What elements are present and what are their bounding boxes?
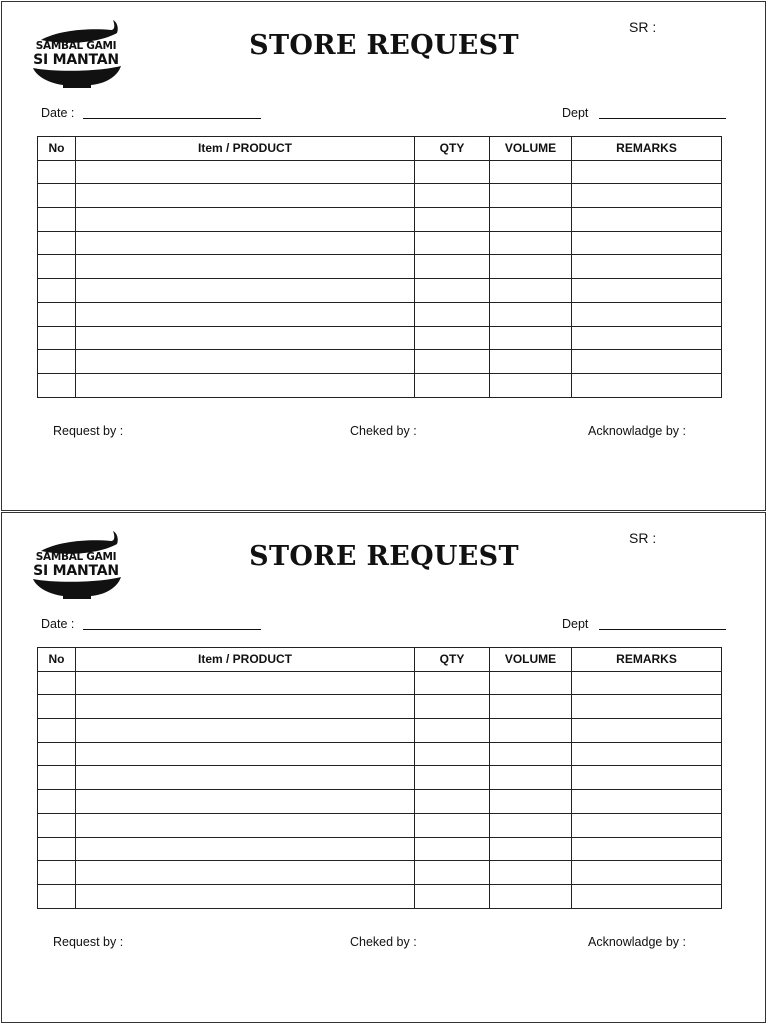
- cell-volume[interactable]: [490, 160, 572, 184]
- table-row: [38, 790, 722, 814]
- table-row: [38, 184, 722, 208]
- cell-item[interactable]: [76, 326, 415, 350]
- cell-item[interactable]: [76, 861, 415, 885]
- cell-qty[interactable]: [415, 231, 490, 255]
- col-header-no: No: [38, 137, 76, 161]
- cell-qty[interactable]: [415, 255, 490, 279]
- cell-no[interactable]: [38, 837, 76, 861]
- cell-volume[interactable]: [490, 373, 572, 397]
- sr-label: SR :: [629, 530, 657, 546]
- cell-volume[interactable]: [490, 302, 572, 326]
- logo-text-line2: SI MANTAN: [33, 52, 119, 68]
- cell-remarks[interactable]: [572, 742, 722, 766]
- cell-remarks[interactable]: [572, 208, 722, 232]
- cell-volume[interactable]: [490, 766, 572, 790]
- cell-no[interactable]: [38, 302, 76, 326]
- table-row: [38, 350, 722, 374]
- cell-qty[interactable]: [415, 671, 490, 695]
- cell-qty[interactable]: [415, 861, 490, 885]
- cell-remarks[interactable]: [572, 766, 722, 790]
- date-input-line[interactable]: [83, 118, 261, 119]
- acknowledge-by-label: Acknowladge by :: [588, 424, 686, 438]
- cell-remarks[interactable]: [572, 160, 722, 184]
- cell-remarks[interactable]: [572, 302, 722, 326]
- cell-item[interactable]: [76, 790, 415, 814]
- cell-remarks[interactable]: [572, 184, 722, 208]
- table-row: [38, 766, 722, 790]
- cell-volume[interactable]: [490, 742, 572, 766]
- table-row: [38, 671, 722, 695]
- store-request-form-bottom: [1, 512, 766, 1023]
- request-table: [37, 647, 722, 909]
- cell-item[interactable]: [76, 208, 415, 232]
- cell-volume[interactable]: [490, 813, 572, 837]
- cell-no[interactable]: [38, 160, 76, 184]
- cell-volume[interactable]: [490, 184, 572, 208]
- cell-item[interactable]: [76, 837, 415, 861]
- col-header-remarks: REMARKS: [572, 137, 722, 161]
- date-label: Date :: [41, 617, 75, 631]
- cell-no[interactable]: [38, 326, 76, 350]
- cell-volume[interactable]: [490, 695, 572, 719]
- cell-remarks[interactable]: [572, 671, 722, 695]
- cell-qty[interactable]: [415, 813, 490, 837]
- cell-qty[interactable]: [415, 160, 490, 184]
- col-header-qty: QTY: [415, 648, 490, 672]
- acknowledge-by-label: Acknowladge by :: [588, 935, 686, 949]
- cell-volume[interactable]: [490, 884, 572, 908]
- cell-no[interactable]: [38, 255, 76, 279]
- cell-remarks[interactable]: [572, 790, 722, 814]
- form-title: STORE REQUEST: [249, 541, 519, 572]
- cell-no[interactable]: [38, 719, 76, 743]
- cell-item[interactable]: [76, 671, 415, 695]
- col-header-item: Item / PRODUCT: [76, 137, 415, 161]
- table-row: [38, 208, 722, 232]
- cell-volume[interactable]: [490, 279, 572, 303]
- cell-volume[interactable]: [490, 231, 572, 255]
- cell-volume[interactable]: [490, 671, 572, 695]
- sr-label: SR :: [629, 19, 657, 35]
- logo-text-line1: SAMBAL GAMI: [35, 40, 117, 52]
- table-row: [38, 231, 722, 255]
- cell-qty[interactable]: [415, 790, 490, 814]
- cell-qty[interactable]: [415, 719, 490, 743]
- cell-qty[interactable]: [415, 837, 490, 861]
- table-row: [38, 326, 722, 350]
- logo-text-line1: SAMBAL GAMI: [35, 551, 117, 563]
- cell-remarks[interactable]: [572, 373, 722, 397]
- cell-remarks[interactable]: [572, 861, 722, 885]
- cell-volume[interactable]: [490, 719, 572, 743]
- cell-qty[interactable]: [415, 326, 490, 350]
- brand-logo: [31, 16, 123, 88]
- cell-item[interactable]: [76, 302, 415, 326]
- cell-qty[interactable]: [415, 302, 490, 326]
- cell-qty[interactable]: [415, 373, 490, 397]
- cell-remarks[interactable]: [572, 350, 722, 374]
- cell-remarks[interactable]: [572, 279, 722, 303]
- request-by-label: Request by :: [53, 935, 124, 949]
- table-row: [38, 884, 722, 908]
- col-header-no: No: [38, 648, 76, 672]
- dept-input-line[interactable]: [599, 118, 726, 119]
- dept-input-line[interactable]: [599, 629, 726, 630]
- cell-no[interactable]: [38, 373, 76, 397]
- request-table: [37, 136, 722, 398]
- checked-by-label: Cheked by :: [350, 935, 417, 949]
- cell-volume[interactable]: [490, 255, 572, 279]
- cell-no[interactable]: [38, 184, 76, 208]
- cell-item[interactable]: [76, 184, 415, 208]
- cell-volume[interactable]: [490, 861, 572, 885]
- table-row: [38, 695, 722, 719]
- col-header-volume: VOLUME: [490, 648, 572, 672]
- cell-qty[interactable]: [415, 695, 490, 719]
- cell-no[interactable]: [38, 279, 76, 303]
- col-header-item: Item / PRODUCT: [76, 648, 415, 672]
- cell-item[interactable]: [76, 742, 415, 766]
- cell-remarks[interactable]: [572, 231, 722, 255]
- cell-no[interactable]: [38, 208, 76, 232]
- cell-no[interactable]: [38, 350, 76, 374]
- cell-item[interactable]: [76, 279, 415, 303]
- cell-item[interactable]: [76, 719, 415, 743]
- cell-item[interactable]: [76, 255, 415, 279]
- cell-item[interactable]: [76, 813, 415, 837]
- date-input-line[interactable]: [83, 629, 261, 630]
- cell-volume[interactable]: [490, 837, 572, 861]
- table-row: [38, 813, 722, 837]
- cell-volume[interactable]: [490, 326, 572, 350]
- cell-volume[interactable]: [490, 350, 572, 374]
- date-label: Date :: [41, 106, 75, 120]
- table-row: [38, 302, 722, 326]
- cell-no[interactable]: [38, 671, 76, 695]
- brand-logo: [31, 527, 123, 599]
- cell-item[interactable]: [76, 231, 415, 255]
- store-request-form-top: [1, 1, 766, 511]
- table-row: [38, 837, 722, 861]
- cell-no[interactable]: [38, 861, 76, 885]
- cell-qty[interactable]: [415, 742, 490, 766]
- table-row: [38, 255, 722, 279]
- cell-remarks[interactable]: [572, 695, 722, 719]
- table-header-row: [38, 648, 722, 672]
- checked-by-label: Cheked by :: [350, 424, 417, 438]
- cell-qty[interactable]: [415, 184, 490, 208]
- cell-item[interactable]: [76, 884, 415, 908]
- table-row: [38, 861, 722, 885]
- cell-item[interactable]: [76, 160, 415, 184]
- form-title: STORE REQUEST: [249, 30, 519, 61]
- cell-no[interactable]: [38, 813, 76, 837]
- cell-no[interactable]: [38, 231, 76, 255]
- table-row: [38, 279, 722, 303]
- cell-item[interactable]: [76, 373, 415, 397]
- cell-volume[interactable]: [490, 208, 572, 232]
- cell-qty[interactable]: [415, 350, 490, 374]
- dept-label: Dept: [562, 617, 589, 631]
- cell-no[interactable]: [38, 742, 76, 766]
- col-header-qty: QTY: [415, 137, 490, 161]
- cell-item[interactable]: [76, 695, 415, 719]
- cell-remarks[interactable]: [572, 255, 722, 279]
- cell-qty[interactable]: [415, 208, 490, 232]
- dept-label: Dept: [562, 106, 589, 120]
- cell-item[interactable]: [76, 350, 415, 374]
- table-row: [38, 160, 722, 184]
- cell-remarks[interactable]: [572, 326, 722, 350]
- cell-qty[interactable]: [415, 766, 490, 790]
- cell-item[interactable]: [76, 766, 415, 790]
- request-by-label: Request by :: [53, 424, 124, 438]
- cell-qty[interactable]: [415, 884, 490, 908]
- cell-qty[interactable]: [415, 279, 490, 303]
- table-row: [38, 719, 722, 743]
- col-header-volume: VOLUME: [490, 137, 572, 161]
- cell-remarks[interactable]: [572, 719, 722, 743]
- cell-remarks[interactable]: [572, 884, 722, 908]
- logo-text-line2: SI MANTAN: [33, 563, 119, 579]
- cell-no[interactable]: [38, 884, 76, 908]
- cell-no[interactable]: [38, 695, 76, 719]
- cell-remarks[interactable]: [572, 837, 722, 861]
- table-row: [38, 742, 722, 766]
- cell-no[interactable]: [38, 790, 76, 814]
- table-row: [38, 373, 722, 397]
- col-header-remarks: REMARKS: [572, 648, 722, 672]
- cell-remarks[interactable]: [572, 813, 722, 837]
- cell-volume[interactable]: [490, 790, 572, 814]
- table-header-row: [38, 137, 722, 161]
- cell-no[interactable]: [38, 766, 76, 790]
